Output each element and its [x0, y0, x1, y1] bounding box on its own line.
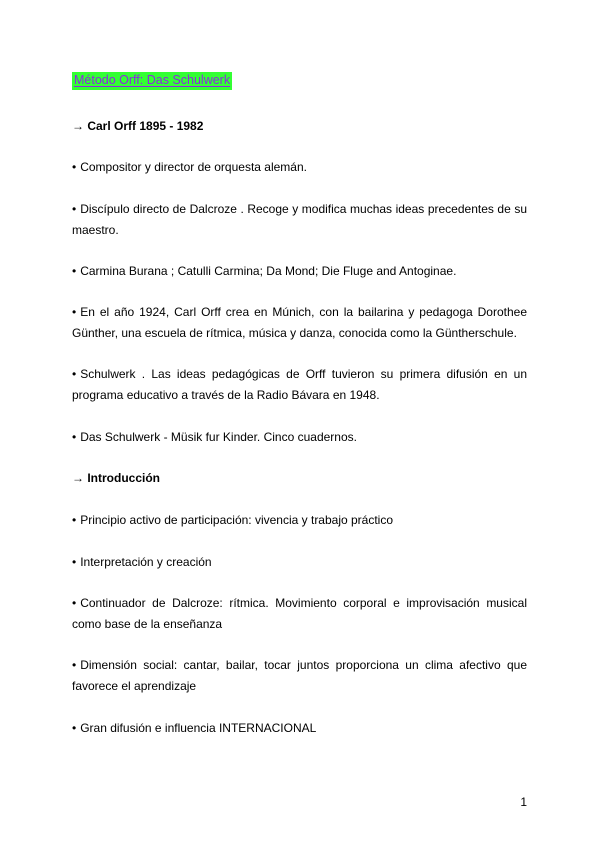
- list-item-text: Carmina Burana ; Catulli Carmina; Da Mond; Die Fluge and Antoginae.: [80, 264, 457, 278]
- list-item-text: En el año 1924, Carl Orff crea en Múnich, con la bailarina y pedagoga Dorothee Günther, una escuela de rítmica, música y danza, conocida como la Güntherschule.: [72, 305, 527, 340]
- list-item-text: Das Schulwerk - Müsik fur Kinder. Cinco cuadernos.: [80, 430, 357, 444]
- bullet-icon: •: [72, 160, 77, 174]
- list-item-text: Dimensión social: cantar, bailar, tocar juntos proporciona un clima afectivo que favorece el aprendizaje: [72, 658, 527, 693]
- list-item: [72, 364, 527, 406]
- list-item: [72, 510, 527, 531]
- section-heading-carl-orff: [72, 116, 527, 137]
- section-heading-introduccion: [72, 468, 527, 489]
- page-number: 1: [520, 795, 527, 809]
- bullet-icon: •: [72, 202, 77, 216]
- list-item-text: Schulwerk . Las ideas pedagógicas de Orff tuvieron su primera difusión en un programa educativo a través de la Radio Bávara en 1948.: [72, 367, 527, 402]
- bullet-icon: •: [72, 305, 77, 319]
- document-title: Método Orff: Das Schulwerk: [72, 72, 232, 90]
- arrow-icon: →: [72, 471, 84, 485]
- list-item: [72, 199, 527, 241]
- list-item: [72, 302, 527, 344]
- list-item: [72, 655, 527, 697]
- bullet-icon: •: [72, 367, 77, 381]
- list-item-text: Compositor y director de orquesta alemán.: [80, 160, 307, 174]
- bullet-icon: •: [72, 513, 77, 527]
- bullet-icon: •: [72, 264, 77, 278]
- list-item: [72, 261, 527, 282]
- bullet-icon: •: [72, 430, 77, 444]
- list-item-text: Continuador de Dalcroze: rítmica. Movimiento corporal e improvisación musical como base de la enseñanza: [72, 596, 527, 631]
- list-item: [72, 593, 527, 635]
- list-item: [72, 427, 527, 448]
- arrow-icon: →: [72, 119, 84, 133]
- list-item: [72, 718, 527, 739]
- list-item: [72, 157, 527, 178]
- section-heading-text: Introducción: [87, 471, 161, 485]
- bullet-icon: •: [72, 721, 77, 735]
- bullet-icon: •: [72, 596, 77, 610]
- list-item-text: Discípulo directo de Dalcroze . Recoge y modifica muchas ideas precedentes de su maestro.: [72, 202, 527, 237]
- section-heading-text: Carl Orff 1895 - 1982: [87, 119, 204, 133]
- list-item-text: Gran difusión e influencia INTERNACIONAL: [80, 721, 317, 735]
- list-item: [72, 552, 527, 573]
- list-item-text: Interpretación y creación: [80, 555, 212, 569]
- bullet-icon: •: [72, 555, 77, 569]
- bullet-icon: •: [72, 658, 77, 672]
- list-item-text: Principio activo de participación: vivencia y trabajo práctico: [80, 513, 394, 527]
